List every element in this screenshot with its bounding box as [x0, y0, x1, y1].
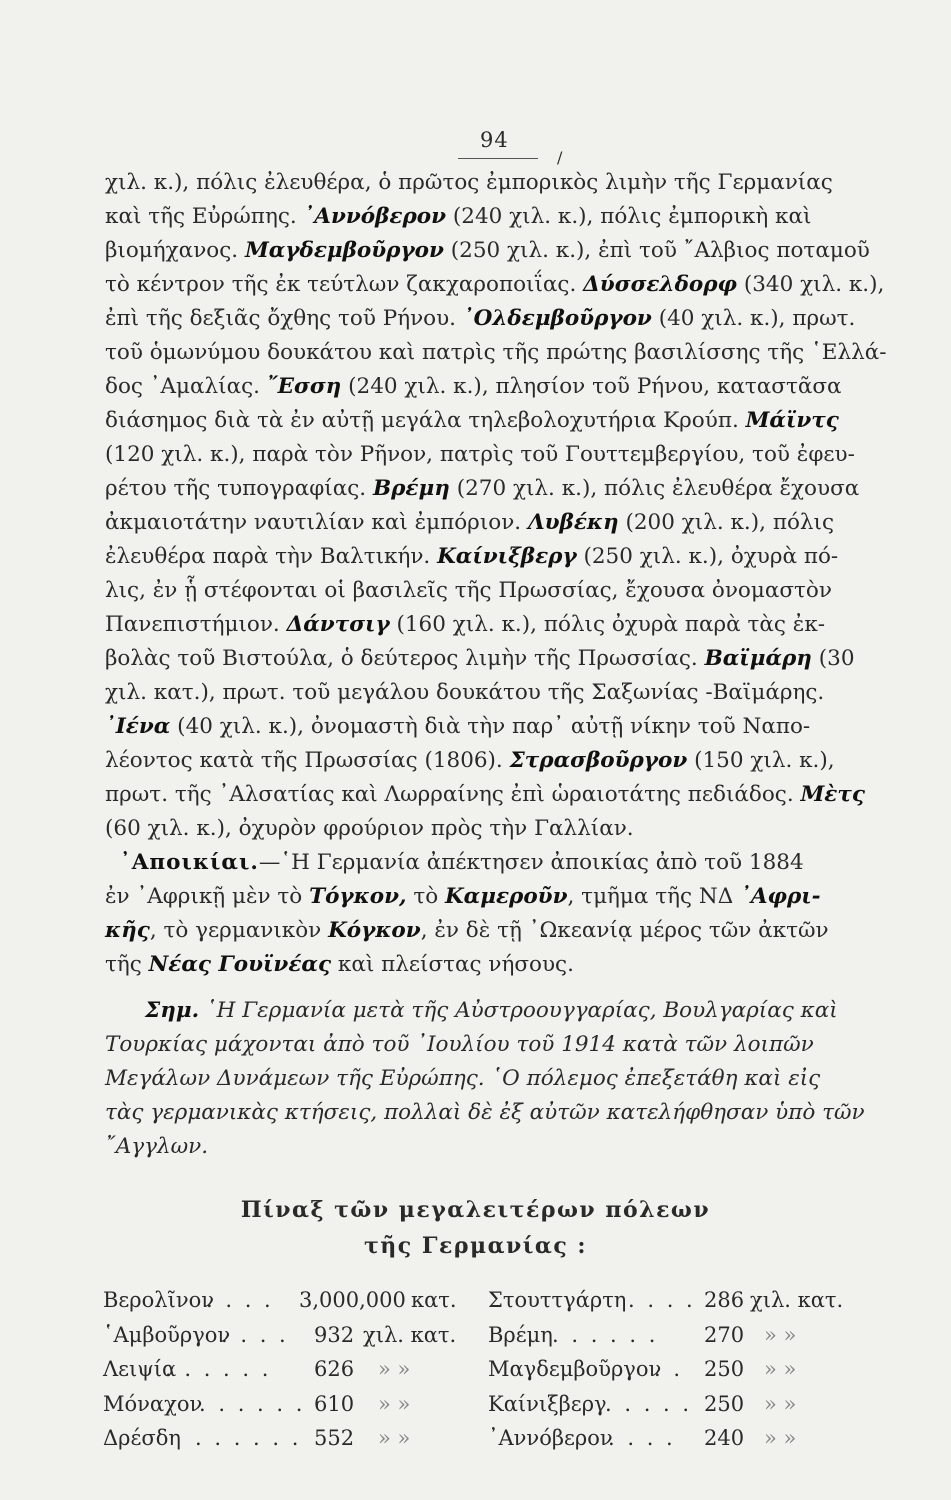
population-unit: κατ. — [411, 1288, 457, 1312]
place-name: κῆς — [105, 918, 150, 943]
text: , τὸ γερμανικὸν — [149, 918, 329, 943]
text-line — [105, 816, 634, 842]
text: —῾Η Γερμανία ἀπέκτησεν ἀποικίας ἀπὸ τοῦ 1884 — [258, 850, 804, 875]
population-unit: » » — [764, 1426, 797, 1450]
text: (160 χιλ. κ.), πόλις ὀχυρὰ παρὰ τὰς ἐκ- — [389, 612, 826, 637]
text-line — [105, 578, 832, 604]
text-line — [105, 272, 884, 298]
text-line — [105, 544, 838, 570]
city-name: Μόναχον — [103, 1391, 203, 1416]
population-unit: χιλ. κατ. — [750, 1288, 844, 1312]
text-line — [105, 238, 870, 264]
city-name: Βρέμη — [372, 476, 450, 501]
population-value: 552 — [314, 1426, 355, 1450]
city-name: Βρέμη — [488, 1322, 553, 1347]
text-line — [105, 884, 821, 910]
table-title: Πίναξ τῶν μεγαλειτέρων πόλεων — [240, 1197, 711, 1223]
text-line — [105, 748, 835, 774]
leader-dots: . . . . — [206, 1288, 274, 1312]
text-line — [105, 170, 833, 196]
page-number: 94 — [480, 128, 509, 152]
text: ῾Η Γερμανία μετὰ τῆς Αὐστροουγγαρίας, Βουλγαρίας καὶ — [199, 998, 838, 1023]
city-name: ᾿Ιένα — [105, 714, 171, 739]
place-name: Καμεροῦν — [445, 884, 568, 909]
text: βιομήχανος. — [105, 238, 245, 263]
city-name: Καίνιξβεργ — [488, 1391, 607, 1416]
text: καὶ πλείστας νήσους. — [331, 952, 574, 977]
table-row — [103, 1425, 473, 1460]
city-name: ᾿Αννόβερον — [303, 204, 447, 229]
population-value: 250 — [704, 1391, 745, 1416]
text: (40 χιλ. κ.), πρωτ. — [651, 306, 856, 331]
population-unit: » » — [378, 1357, 411, 1381]
text: (60 χιλ. κ.), ὀχυρὸν φρούριον πρὸς τὴν Γαλλίαν. — [105, 816, 634, 841]
leader-dots: . . . . . . — [552, 1322, 659, 1347]
leader-dots: . . . . — [608, 1426, 676, 1450]
population-value: 286 — [704, 1288, 745, 1312]
table-row — [488, 1356, 848, 1391]
table-row — [103, 1391, 473, 1426]
table-row — [488, 1425, 848, 1460]
text-line — [105, 1066, 820, 1092]
place-name: Τόγκον, — [309, 884, 407, 909]
table-row — [488, 1287, 848, 1322]
text: Πανεπιστήμιον. — [105, 612, 287, 637]
text: τὸ — [406, 884, 445, 909]
population-unit: » » — [764, 1357, 797, 1381]
text: (250 χιλ. κ.), ὀχυρὰ πό- — [576, 544, 839, 569]
text-line — [105, 476, 859, 502]
text: καὶ τῆς Εὐρώπης. — [105, 204, 304, 229]
text: τῆς — [105, 952, 149, 977]
text-line — [105, 714, 810, 740]
text: ῎Αγγλων. — [105, 1134, 209, 1159]
section-heading: ᾿Αποικίαι. — [120, 850, 259, 875]
text: (40 χιλ. κ.), ὀνομαστὴ διὰ τὴν παρ᾿ αὐτῇ νίκην τοῦ Ναπο- — [170, 714, 811, 739]
text: τὸ κέντρον τῆς ἐκ τεύτλων ζακχαροποιΐας. — [105, 272, 584, 297]
text-line — [105, 374, 842, 400]
text: λις, ἐν ᾗ στέφονται οἱ βασιλεῖς τῆς Πρωσσίας, ἔχουσα ὀνομαστὸν — [105, 578, 832, 603]
city-name: ᾿Ολδεμβοῦργον — [462, 306, 652, 331]
text: , τμῆμα τῆς ΝΔ — [567, 884, 741, 909]
page-number-mark: / — [557, 148, 563, 167]
note-label: Σημ. — [145, 998, 200, 1023]
population-unit: χιλ. κατ. — [363, 1322, 457, 1347]
population-value: 932 — [314, 1322, 355, 1347]
leader-dots: . . . . — [628, 1288, 696, 1312]
text: διάσημος διὰ τὰ ἐν αὐτῇ μεγάλα τηλεβολοχυτήρια Κρούπ. — [105, 408, 746, 433]
text: (30 — [811, 646, 855, 671]
leader-dots: . . — [654, 1357, 684, 1381]
city-name: Στρασβοῦργον — [509, 748, 688, 773]
population-value: 250 — [704, 1357, 745, 1381]
leader-dots: . . . . . . — [165, 1357, 272, 1381]
population-unit: » » — [764, 1322, 797, 1347]
city-name: ῎Εσση — [266, 374, 342, 399]
city-name: Βαϊμάρη — [704, 646, 812, 671]
city-name: Μαγδεμβοῦργον — [488, 1357, 662, 1381]
text-line — [105, 952, 574, 978]
text-line — [105, 782, 865, 808]
city-name: Δάντσιγ — [286, 612, 390, 637]
text: τοῦ ὁμωνύμου δουκάτου καὶ πατρὶς τῆς πρώτης βασιλίσσης τῆς ῾Ελλά- — [105, 340, 887, 365]
population-unit: » » — [764, 1391, 797, 1416]
table-row — [488, 1391, 848, 1426]
city-name: Στουττγάρτη — [488, 1288, 627, 1312]
cities-table-left — [103, 1287, 473, 1460]
text: ἐλευθέρα παρὰ τὴν Βαλτικήν. — [105, 544, 438, 569]
text: ρέτου τῆς τυπογραφίας. — [105, 476, 373, 501]
text-line — [105, 680, 824, 706]
city-name: ᾿Αννόβερον — [488, 1426, 613, 1450]
city-name: Μὲτς — [800, 782, 865, 807]
text-line — [105, 442, 855, 468]
page-number-rule — [458, 158, 538, 159]
table-row — [103, 1287, 473, 1322]
text: δος ᾿Αμαλίας. — [105, 374, 267, 399]
text: χιλ. κατ.), πρωτ. τοῦ μεγάλου δουκάτου τῆς Σαξωνίας -Βαϊμάρης. — [105, 680, 825, 705]
population-value: 626 — [314, 1357, 355, 1381]
text: ἐπὶ τῆς δεξιᾶς ὄχθης τοῦ Ρήνου. — [105, 306, 463, 331]
text: (270 χιλ. κ.), πόλις ἐλευθέρα ἔχουσα — [449, 476, 860, 501]
text-line — [105, 306, 855, 332]
place-name: Κόγκον — [328, 918, 421, 943]
population-value: 3,000,000 — [299, 1288, 406, 1312]
text: (340 χιλ. κ.), — [737, 272, 885, 297]
text-line — [105, 408, 839, 434]
text: βολὰς τοῦ Βιστούλα, ὁ δεύτερος λιμὴν τῆς Πρωσσίας. — [105, 646, 705, 671]
text-line — [105, 918, 829, 944]
text-line — [105, 1134, 208, 1160]
text: (150 χιλ. κ.), — [687, 748, 835, 773]
leader-dots: . . . . . — [605, 1391, 693, 1416]
city-name: ῾Αμβοῦργον — [103, 1322, 231, 1347]
table-row — [488, 1322, 848, 1357]
city-name: Δύσσελδορφ — [583, 272, 738, 297]
leader-dots: . . . . — [221, 1322, 289, 1347]
text: ἀκμαιοτάτην ναυτιλίαν καὶ ἐμπόριον. — [105, 510, 528, 535]
text: λέοντος κατὰ τῆς Πρωσσίας (1806). — [105, 748, 510, 773]
city-name: Δρέσδη — [103, 1426, 181, 1450]
table-row — [103, 1356, 473, 1391]
population-value: 240 — [704, 1426, 745, 1450]
leader-dots: . . . . . . — [199, 1391, 306, 1416]
text-line — [105, 340, 886, 366]
text: , ἐν δὲ τῇ ᾿Ωκεανίᾳ μέρος τῶν ἀκτῶν — [420, 918, 829, 943]
text: (250 χιλ. κ.), ἐπὶ τοῦ ῎Αλβιος ποταμοῦ — [443, 238, 870, 263]
text-line — [145, 998, 838, 1024]
population-unit: » » — [378, 1426, 411, 1450]
city-name: Μάϊντς — [745, 408, 839, 433]
text: (120 χιλ. κ.), παρὰ τὸν Ρῆνον, πατρὶς τοῦ Γουττεμβεργίου, τοῦ ἐφευ- — [105, 442, 855, 467]
text: πρωτ. τῆς ᾿Αλσατίας καὶ Λωρραίνης ἐπὶ ὡραιοτάτης πεδιάδος. — [105, 782, 801, 807]
text-line — [120, 850, 804, 876]
leader-dots: . . . . . . — [195, 1426, 302, 1450]
text: τὰς γερμανικὰς κτήσεις, πολλαὶ δὲ ἐξ αὐτῶν κατελήφθησαν ὑπὸ τῶν — [105, 1100, 865, 1125]
city-name: Καίνιξβεργ — [437, 544, 577, 569]
city-name: Λυβέκη — [527, 510, 619, 535]
population-value: 610 — [314, 1391, 355, 1416]
text: (240 χιλ. κ.), πλησίον τοῦ Ρήνου, καταστᾶσα — [341, 374, 842, 399]
table-row — [103, 1322, 473, 1357]
cities-table-right — [488, 1287, 848, 1460]
text: χιλ. κ.), πόλις ἐλευθέρα, ὁ πρῶτος ἐμπορικὸς λιμὴν τῆς Γερμανίας — [105, 170, 833, 195]
place-name: Νέας Γουϊνέας — [148, 952, 332, 977]
text-line — [105, 646, 855, 672]
city-name: Λειψία — [103, 1357, 177, 1381]
text: Μεγάλων Δυνάμεων τῆς Εὐρώπης. ῾Ο πόλεμος ἐπεξετάθη καὶ εἰς — [105, 1066, 821, 1091]
text-line — [105, 1100, 865, 1126]
city-name: Μαγδεμβοῦργον — [244, 238, 444, 263]
text-line — [105, 1032, 814, 1058]
text-line — [105, 204, 811, 230]
population-unit: » » — [378, 1391, 411, 1416]
text: ἐν ᾿Αφρικῇ μὲν τὸ — [105, 884, 310, 909]
population-value: 270 — [704, 1322, 745, 1347]
text-line — [105, 510, 834, 536]
text-line — [105, 612, 825, 638]
text: (240 χιλ. κ.), πόλις ἐμπορικὴ καὶ — [446, 204, 812, 229]
text: (200 χιλ. κ.), πόλις — [618, 510, 834, 535]
text: Τουρκίας μάχονται ἀπὸ τοῦ ᾿Ιουλίου τοῦ 1914 κατὰ τῶν λοιπῶν — [105, 1032, 814, 1057]
table-subtitle: τῆς Γερμανίας : — [363, 1233, 588, 1259]
place-name: ᾿Αφρι- — [740, 884, 821, 909]
city-name: Βερολῖνον — [103, 1288, 215, 1312]
